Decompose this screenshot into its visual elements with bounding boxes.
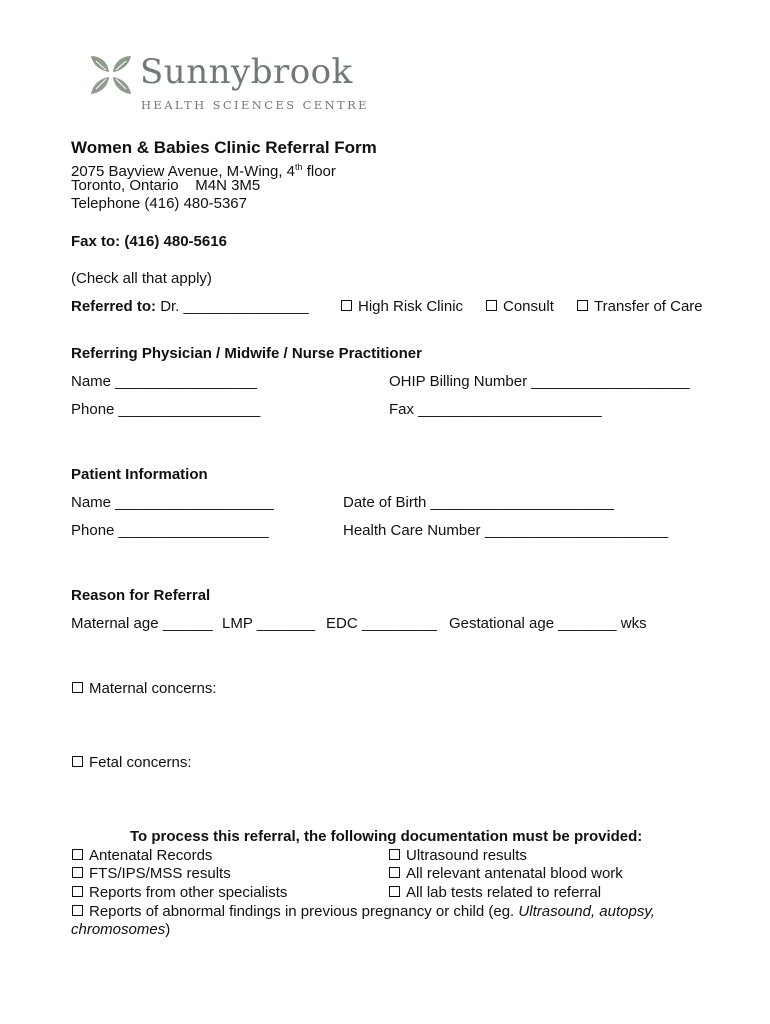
logo-subtitle: HEALTH SCIENCES CENTRE bbox=[141, 98, 369, 112]
address-floor: floor bbox=[302, 163, 336, 180]
check-note: (Check all that apply) bbox=[71, 270, 212, 287]
doc-label: Ultrasound results bbox=[406, 847, 527, 864]
referred-to-field[interactable]: Dr. _______________ bbox=[160, 298, 309, 315]
referred-to-label: Referred to: bbox=[71, 298, 157, 315]
checkbox[interactable] bbox=[72, 867, 83, 878]
patient-heading: Patient Information bbox=[71, 466, 208, 483]
checkbox[interactable] bbox=[72, 756, 83, 767]
maternal-concerns-label: Maternal concerns: bbox=[89, 680, 217, 697]
form-title: Women & Babies Clinic Referral Form bbox=[71, 138, 377, 157]
maternal-age-field[interactable]: Maternal age ______ bbox=[71, 615, 213, 632]
doc-label: All relevant antenatal blood work bbox=[406, 865, 623, 882]
doc-label: Reports from other specialists bbox=[89, 884, 288, 901]
fax-to: Fax to: (416) 480-5616 bbox=[71, 233, 227, 250]
doc-other-specialists[interactable] bbox=[72, 884, 287, 902]
date-of-birth-field[interactable]: Date of Birth ______________________ bbox=[343, 494, 615, 511]
patient-phone-field[interactable]: Phone __________________ bbox=[71, 522, 269, 539]
documentation-heading: To process this referral, the following documentation must be provided: bbox=[130, 828, 643, 845]
doc-label: Reports of abnormal findings in previous pregnancy or child (eg. bbox=[89, 903, 519, 920]
patient-name-field[interactable]: Name ___________________ bbox=[71, 494, 274, 511]
health-card-field[interactable]: Health Care Number ______________________ bbox=[343, 522, 669, 539]
option-transfer-of-care[interactable] bbox=[577, 298, 703, 316]
ohip-billing-field[interactable]: OHIP Billing Number ___________________ bbox=[389, 373, 690, 390]
checkbox[interactable] bbox=[577, 300, 588, 311]
checkbox[interactable] bbox=[389, 886, 400, 897]
checkbox[interactable] bbox=[72, 886, 83, 897]
doc-ultrasound-results[interactable] bbox=[389, 847, 527, 865]
checkbox[interactable] bbox=[72, 905, 83, 916]
physician-heading: Referring Physician / Midwife / Nurse Practitioner bbox=[71, 345, 422, 362]
doc-lab-tests[interactable] bbox=[389, 884, 601, 902]
checkbox[interactable] bbox=[341, 300, 352, 311]
lmp-field[interactable]: LMP _______ bbox=[222, 615, 316, 632]
maternal-concerns-option[interactable] bbox=[72, 680, 217, 698]
doc-fts-ips-mss[interactable] bbox=[72, 865, 231, 883]
telephone: Telephone (416) 480-5367 bbox=[71, 195, 247, 212]
option-label: Transfer of Care bbox=[594, 298, 703, 315]
doc-label: Antenatal Records bbox=[89, 847, 213, 864]
doc-label-close: ) bbox=[165, 921, 171, 938]
leaf-logo-icon bbox=[88, 52, 134, 98]
doc-label: FTS/IPS/MSS results bbox=[89, 865, 231, 882]
checkbox[interactable] bbox=[72, 849, 83, 860]
physician-name-field[interactable]: Name _________________ bbox=[71, 373, 257, 390]
checkbox[interactable] bbox=[389, 867, 400, 878]
option-label: High Risk Clinic bbox=[358, 298, 464, 315]
address-floor-suffix: th bbox=[295, 162, 303, 172]
doc-antenatal-records[interactable] bbox=[72, 847, 212, 865]
doc-label-italic: Ultrasound, autopsy, bbox=[518, 903, 655, 920]
doc-antenatal-blood-work[interactable] bbox=[389, 865, 623, 883]
reason-heading: Reason for Referral bbox=[71, 587, 211, 604]
option-consult[interactable] bbox=[486, 298, 554, 316]
edc-field[interactable]: EDC _________ bbox=[326, 615, 437, 632]
doc-label: All lab tests related to referral bbox=[406, 884, 602, 901]
referred-to-row bbox=[71, 298, 309, 316]
fetal-concerns-option[interactable] bbox=[72, 754, 192, 772]
sunnybrook-logo bbox=[88, 50, 369, 116]
gestational-age-field[interactable]: Gestational age _______ wks bbox=[449, 615, 647, 632]
option-label: Consult bbox=[503, 298, 554, 315]
doc-abnormal-findings-line2 bbox=[71, 921, 170, 939]
physician-fax-field[interactable]: Fax ______________________ bbox=[389, 401, 602, 418]
option-high-risk-clinic[interactable] bbox=[341, 298, 463, 316]
fetal-concerns-label: Fetal concerns: bbox=[89, 754, 192, 771]
doc-label-italic-2: chromosomes bbox=[71, 921, 166, 938]
logo-wordmark: Sunnybrook bbox=[140, 52, 353, 92]
checkbox[interactable] bbox=[389, 849, 400, 860]
checkbox[interactable] bbox=[486, 300, 497, 311]
doc-abnormal-findings[interactable] bbox=[72, 903, 655, 921]
physician-phone-field[interactable]: Phone _________________ bbox=[71, 401, 261, 418]
address-line-2: Toronto, Ontario M4N 3M5 bbox=[71, 177, 261, 194]
checkbox[interactable] bbox=[72, 682, 83, 693]
address-street: 2075 Bayview Avenue, M-Wing, 4 bbox=[71, 163, 296, 180]
